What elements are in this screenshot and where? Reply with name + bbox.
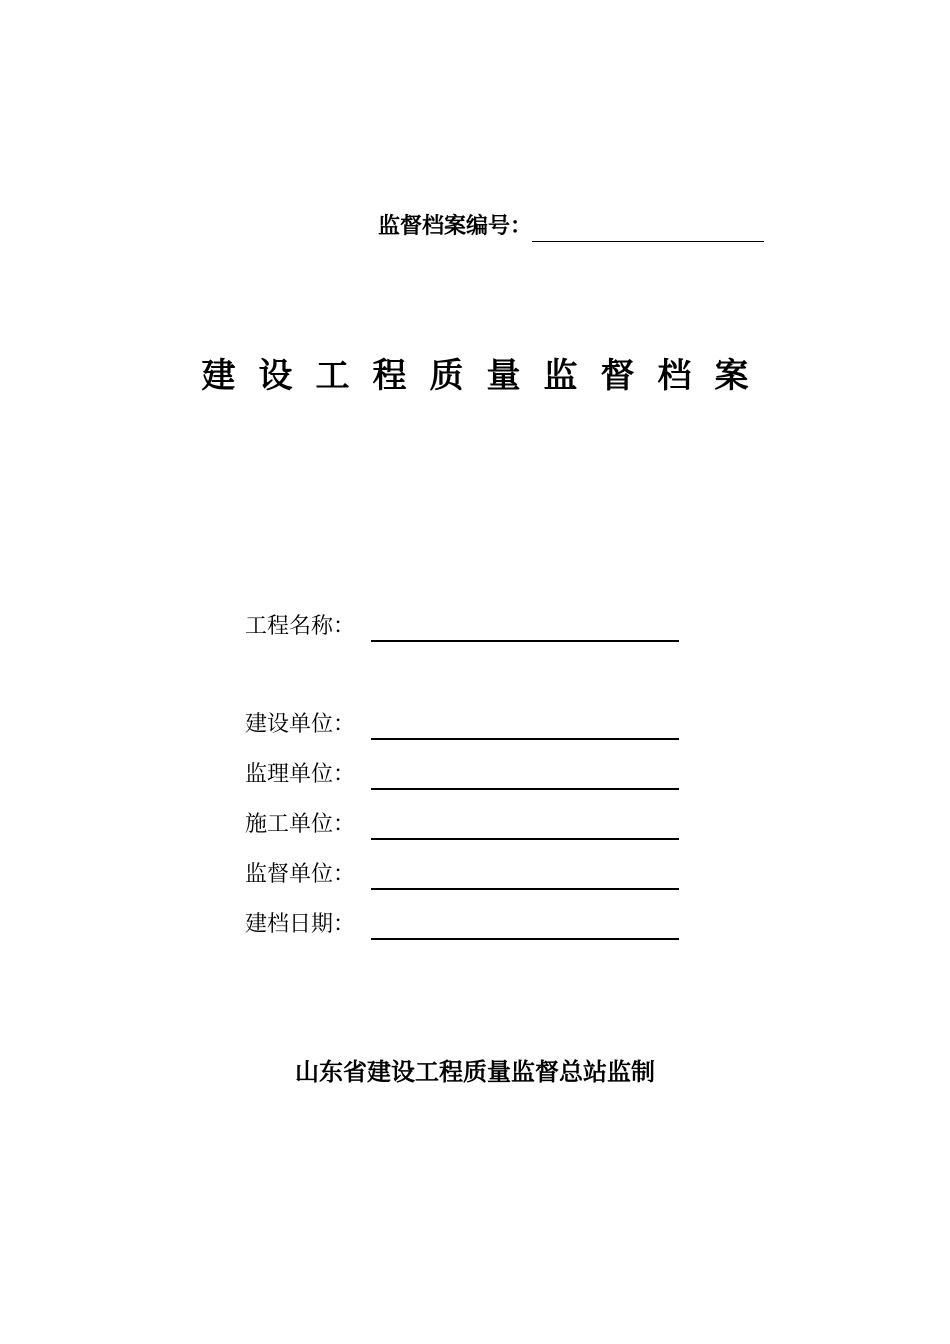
document-title-text: 建设工程质量监督档案 [201, 356, 772, 396]
field-blank[interactable] [371, 614, 679, 642]
field-archive-date [245, 906, 679, 940]
document-title [0, 350, 950, 402]
field-construction-unit [245, 706, 679, 740]
field-label: 监理单位： [245, 762, 356, 787]
archive-number-blank[interactable] [532, 215, 764, 242]
archive-number-row [378, 208, 764, 242]
field-label: 建设单位： [245, 712, 356, 737]
field-blank[interactable] [371, 762, 679, 790]
archive-number-label: 监督档案编号： [378, 214, 533, 239]
field-project-name [245, 608, 679, 642]
field-label: 监督单位： [245, 862, 356, 887]
field-contractor-unit [245, 806, 679, 840]
field-label: 施工单位： [245, 812, 356, 837]
field-supervision-unit [245, 756, 679, 790]
field-label: 工程名称： [245, 614, 356, 639]
field-blank[interactable] [371, 912, 679, 940]
issuer-footer: 山东省建设工程质量监督总站监制 [295, 1058, 655, 1086]
field-blank[interactable] [371, 812, 679, 840]
field-blank[interactable] [371, 862, 679, 890]
field-label: 建档日期： [245, 912, 356, 937]
field-blank[interactable] [371, 712, 679, 740]
field-inspection-unit [245, 856, 679, 890]
